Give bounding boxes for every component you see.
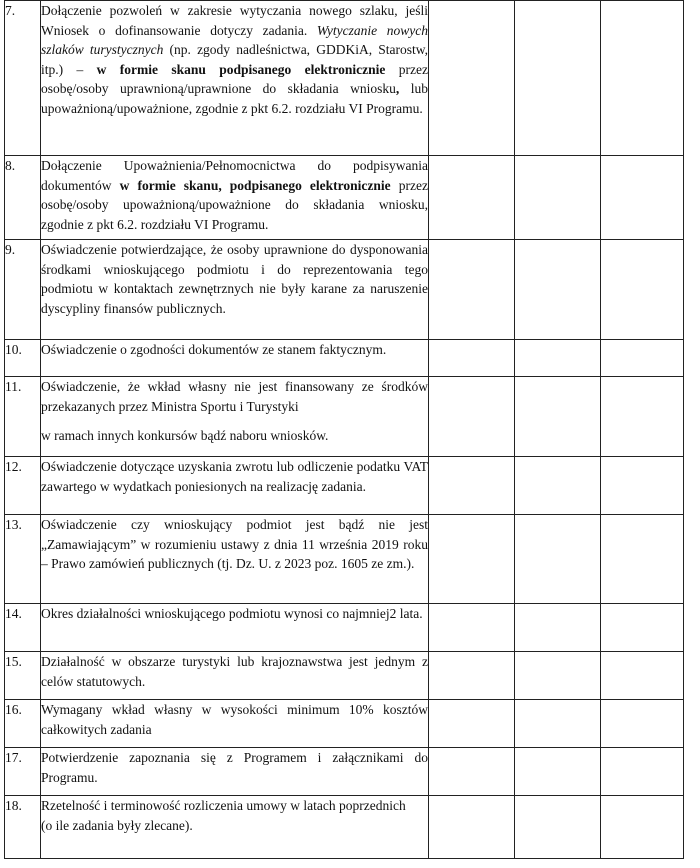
check-cell-1[interactable] (429, 377, 515, 457)
description-text: Oświadczenie dotyczące uzyskania zwrotu lub odliczenie podatku VAT zawartego w wydatkach poniesionych na realizację zadania. (41, 459, 428, 494)
row-number: 14. (5, 604, 41, 652)
check-cell-3[interactable] (601, 1, 684, 156)
row-description (41, 240, 429, 340)
description-text: przez osobę/osoby upoważnioną/upoważnione do składania wniosku, zgodnie z pkt 6.2. rozdziału VI Programu. (41, 177, 428, 232)
row-number: 17. (5, 748, 41, 796)
bold-text: w formie skanu podpisanego elektronicznie (96, 61, 386, 77)
check-cell-1[interactable] (429, 240, 515, 340)
row-description (41, 700, 429, 748)
row-number: 10. (5, 340, 41, 377)
check-cell-2[interactable] (515, 604, 601, 652)
row-number: 12. (5, 457, 41, 515)
check-cell-2[interactable] (515, 1, 601, 156)
description-text: Oświadczenie potwierdzające, że osoby uprawnione do dysponowania środkami wnioskującego podmiotu i do reprezentowania tego podmiotu w kontaktach zewnętrznych nie były karane za naruszenie dyscypliny finansów publicznych. (41, 242, 428, 316)
description-text: przez osobę/osoby uprawnioną/uprawnione do składania wniosku (41, 61, 428, 96)
description-text: Oświadczenie, że wkład własny nie jest finansowany ze środków przekazanych przez Ministra Sportu i Turystyki (41, 379, 428, 414)
checklist-row (5, 700, 684, 748)
checklist-row (5, 1, 684, 156)
check-cell-2[interactable] (515, 156, 601, 240)
row-description (41, 377, 429, 457)
row-description (41, 1, 429, 156)
row-number: 11. (5, 377, 41, 457)
text-line: w ramach innych konkursów bądź naboru wniosków. (41, 428, 329, 443)
row-description (41, 604, 429, 652)
description-text: Działalność w obszarze turystyki lub krajoznawstwa jest jednym z celów statutowych. (41, 654, 428, 689)
check-cell-3[interactable] (601, 604, 684, 652)
checklist-row (5, 748, 684, 796)
check-cell-2[interactable] (515, 652, 601, 700)
check-cell-2[interactable] (515, 457, 601, 515)
description-text: Oświadczenie o zgodności dokumentów ze stanem faktycznym. (41, 342, 387, 357)
check-cell-1[interactable] (429, 748, 515, 796)
checklist-row (5, 796, 684, 859)
checklist-table (4, 0, 684, 859)
row-description (41, 796, 429, 859)
check-cell-2[interactable] (515, 748, 601, 796)
check-cell-3[interactable] (601, 748, 684, 796)
description-text: Wymagany wkład własny w wysokości minimum 10% kosztów całkowitych zadania (41, 702, 428, 737)
check-cell-3[interactable] (601, 156, 684, 240)
check-cell-1[interactable] (429, 515, 515, 604)
check-cell-3[interactable] (601, 700, 684, 748)
checklist-row (5, 515, 684, 604)
checklist-row (5, 240, 684, 340)
description-text: Okres działalności wnioskującego podmiotu wynosi co najmniej2 lata. (41, 606, 423, 621)
row-description (41, 340, 429, 377)
description-text: Oświadczenie czy wnioskujący podmiot jest bądź nie jest „Zamawiającym” w rozumieniu ustawy z dnia 11 września 2019 roku – Prawo zamówień publicznych (tj. Dz. U. z 2023 poz. 1605 ze zm.). (41, 517, 428, 571)
checklist-row (5, 377, 684, 457)
check-cell-2[interactable] (515, 796, 601, 859)
bold-text: , (395, 81, 400, 96)
check-cell-3[interactable] (601, 340, 684, 377)
description-text: Dołączenie Upoważnienia/Pełnomocnictwa do podpisywania dokumentów (41, 158, 428, 193)
checklist-row (5, 340, 684, 377)
check-cell-3[interactable] (601, 652, 684, 700)
check-cell-2[interactable] (515, 240, 601, 340)
check-cell-2[interactable] (515, 700, 601, 748)
description-text: Rzetelność i terminowość rozliczenia umowy w latach poprzednich (41, 798, 406, 813)
row-description (41, 156, 429, 240)
row-number: 15. (5, 652, 41, 700)
check-cell-1[interactable] (429, 1, 515, 156)
row-number: 13. (5, 515, 41, 604)
row-number: 8. (5, 156, 41, 240)
description-text: Potwierdzenie zapoznania się z Programem i załącznikami do Programu. (41, 750, 428, 785)
text-line: (o ile zadania były zlecane). (41, 817, 193, 833)
row-number: 7. (5, 1, 41, 156)
checklist-rows (5, 1, 684, 859)
check-cell-1[interactable] (429, 457, 515, 515)
paragraph-gap (41, 416, 428, 426)
description-text: Dołączenie pozwoleń w zakresie wytyczania nowego szlaku, jeśli Wniosek o dofinansowanie dotyczy zadania. (41, 3, 428, 38)
check-cell-3[interactable] (601, 457, 684, 515)
check-cell-1[interactable] (429, 652, 515, 700)
description-text: (np. zgody nadleśnictwa, GDDKiA, Starostw, itp.) – (41, 42, 428, 77)
checklist-row (5, 156, 684, 240)
check-cell-1[interactable] (429, 604, 515, 652)
check-cell-3[interactable] (601, 796, 684, 859)
bold-text: w formie skanu, podpisanego elektronicznie (119, 177, 391, 193)
check-cell-3[interactable] (601, 240, 684, 340)
description-text: lub upoważnioną/upoważnione, zgodnie z pkt 6.2. rozdziału VI Programu. (41, 81, 428, 116)
check-cell-2[interactable] (515, 340, 601, 377)
check-cell-3[interactable] (601, 515, 684, 604)
check-cell-1[interactable] (429, 796, 515, 859)
check-cell-2[interactable] (515, 515, 601, 604)
checklist-row (5, 604, 684, 652)
check-cell-3[interactable] (601, 377, 684, 457)
row-description (41, 748, 429, 796)
row-number: 9. (5, 240, 41, 340)
check-cell-2[interactable] (515, 377, 601, 457)
row-description (41, 652, 429, 700)
row-description (41, 515, 429, 604)
row-description (41, 457, 429, 515)
check-cell-1[interactable] (429, 156, 515, 240)
checklist-row (5, 652, 684, 700)
check-cell-1[interactable] (429, 700, 515, 748)
italic-text: Wytyczanie nowych szlaków turystycznych (41, 22, 429, 57)
row-number: 16. (5, 700, 41, 748)
check-cell-1[interactable] (429, 340, 515, 377)
row-number: 18. (5, 796, 41, 859)
checklist-row (5, 457, 684, 515)
